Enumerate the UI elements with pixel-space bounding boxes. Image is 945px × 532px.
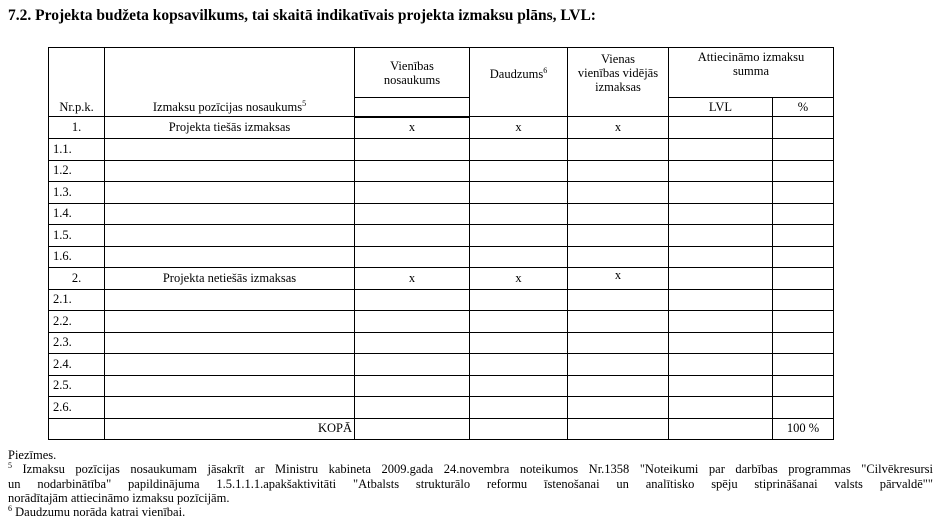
row-percent [773,289,834,311]
row-item-name [105,182,355,204]
row-percent [773,203,834,225]
row-quantity [470,160,568,182]
row-item-name [105,354,355,376]
row-item-name [105,332,355,354]
row-unit-name [355,311,470,333]
row-number: 1. [49,117,105,139]
row-item-name: Projekta tiešās izmaksas [105,117,355,139]
notes-heading: Piezīmes. [8,448,57,462]
table-row [49,289,834,311]
row-percent [773,354,834,376]
row-amount-lvl [669,397,773,419]
row-quantity [470,182,568,204]
row-quantity [470,203,568,225]
row-amount-lvl [669,268,773,290]
row-amount-lvl [669,311,773,333]
table-row [49,246,834,268]
row-amount-lvl [669,354,773,376]
row-unit-average-cost [568,246,669,268]
footnote-5-line2: un nodarbinātība" papildinājuma 1.5.1.1.1.apakšaktivitāti "Atbalsts strukturālo reformu īstenošanai un analītisko spēju stiprināšanai valsts pārvaldē"" [8,476,933,491]
row-quantity [470,246,568,268]
row-item-name [105,139,355,161]
table-row [49,117,834,139]
footnote-5-line1: $^5$ Izmaksu pozīcijas nosaukumam jāsakrīt ar Ministru kabineta 2009.gada 24.novembra noteikumos Nr.1358 "Noteikumi par darbības programmas "Cilvēkresursi [8,461,933,477]
row-unit-average-cost [568,139,669,161]
row-item-name [105,160,355,182]
header-unit-name-blank [355,98,470,117]
row-unit-average-cost [568,354,669,376]
row-unit-name [355,203,470,225]
row-number: 2.3. [49,332,105,354]
row-number: 2.1. [49,289,105,311]
row-percent [773,375,834,397]
table-row [49,397,834,419]
total-percent: 100 % [773,418,834,440]
table-row [49,160,834,182]
row-percent [773,397,834,419]
row-item-name [105,203,355,225]
row-quantity [470,332,568,354]
row-percent [773,139,834,161]
row-item-name [105,225,355,247]
total-qty-cell [470,418,568,440]
row-quantity [470,375,568,397]
header-item-name: Izmaksu pozīcijas nosaukums$^5$ [105,48,355,117]
row-unit-average-cost [568,203,669,225]
row-unit-average-cost [568,289,669,311]
row-unit-name [355,225,470,247]
row-unit-name: x [355,117,470,139]
row-unit-average-cost [568,225,669,247]
row-quantity: x [470,268,568,290]
footnote-ref-6: 6 [543,66,548,75]
row-unit-average-cost [568,332,669,354]
total-label: KOPĀ [105,418,355,440]
header-nr: Nr.p.k. [49,48,105,117]
row-unit-average-cost [568,182,669,204]
row-number: 1.1. [49,139,105,161]
row-unit-average-cost: x [568,117,669,139]
table-row [49,268,834,290]
row-number: 2.5. [49,375,105,397]
row-number: 2.2. [49,311,105,333]
row-quantity [470,354,568,376]
table-row [49,375,834,397]
footnote-5-line3: norādītajām attiecināmo izmaksu pozīcijām. [8,490,230,505]
row-unit-name: x [355,268,470,290]
row-percent [773,246,834,268]
row-amount-lvl [669,139,773,161]
footnote-ref-5: 5 [302,99,307,108]
row-number: 1.2. [49,160,105,182]
row-percent [773,311,834,333]
row-unit-average-cost [568,311,669,333]
total-row [49,418,834,440]
row-number: 1.3. [49,182,105,204]
table-row [49,354,834,376]
row-item-name [105,397,355,419]
row-quantity [470,311,568,333]
header-eligible-costs-sum: Attiecināmo izmaksu summa [669,48,834,98]
row-percent [773,332,834,354]
table-row [49,225,834,247]
row-unit-name [355,332,470,354]
row-unit-name [355,289,470,311]
header-percent: % [773,98,834,117]
row-unit-name [355,354,470,376]
section-title: 7.2. Projekta budžeta kopsavilkums, tai skaitā indikatīvais projekta izmaksu plāns, LVL: [8,7,596,24]
row-number: 1.6. [49,246,105,268]
row-percent [773,225,834,247]
row-quantity: x [470,117,568,139]
row-quantity [470,225,568,247]
table-row [49,332,834,354]
row-number: 2.4. [49,354,105,376]
footnote-6: $^6$ Daudzumu norāda katrai vienībai. [8,504,186,520]
row-amount-lvl [669,117,773,139]
total-unit-cell [355,418,470,440]
table-row [49,311,834,333]
row-amount-lvl [669,225,773,247]
row-number: 1.5. [49,225,105,247]
row-number: 2.6. [49,397,105,419]
row-item-name [105,246,355,268]
table-row [49,182,834,204]
total-nr-cell [49,418,105,440]
row-amount-lvl [669,246,773,268]
budget-table [48,47,834,440]
row-unit-name [355,139,470,161]
row-quantity [470,397,568,419]
total-lvl-cell [669,418,773,440]
row-unit-average-cost [568,160,669,182]
row-unit-name [355,160,470,182]
row-unit-name [355,375,470,397]
row-number: 1.4. [49,203,105,225]
row-item-name [105,289,355,311]
row-amount-lvl [669,160,773,182]
row-amount-lvl [669,203,773,225]
row-quantity [470,139,568,161]
row-percent [773,117,834,139]
row-item-name [105,375,355,397]
row-percent [773,182,834,204]
row-amount-lvl [669,375,773,397]
table-row [49,203,834,225]
row-amount-lvl [669,332,773,354]
row-amount-lvl [669,182,773,204]
header-lvl: LVL [669,98,773,117]
row-item-name [105,311,355,333]
row-amount-lvl [669,289,773,311]
row-unit-average-cost: x [568,268,669,290]
row-quantity [470,289,568,311]
row-unit-name [355,397,470,419]
row-percent [773,160,834,182]
row-item-name: Projekta netiešās izmaksas [105,268,355,290]
notes [8,448,933,519]
row-unit-name [355,246,470,268]
header-quantity: Daudzums$^6$ [470,48,568,117]
row-unit-average-cost [568,397,669,419]
total-avg-cell [568,418,669,440]
row-unit-average-cost [568,375,669,397]
header-unit-name: Vienības nosaukums [355,48,470,98]
row-percent [773,268,834,290]
table-row [49,139,834,161]
row-number: 2. [49,268,105,290]
header-unit-average-cost: Vienas vienības vidējās izmaksas [568,48,669,117]
row-unit-name [355,182,470,204]
